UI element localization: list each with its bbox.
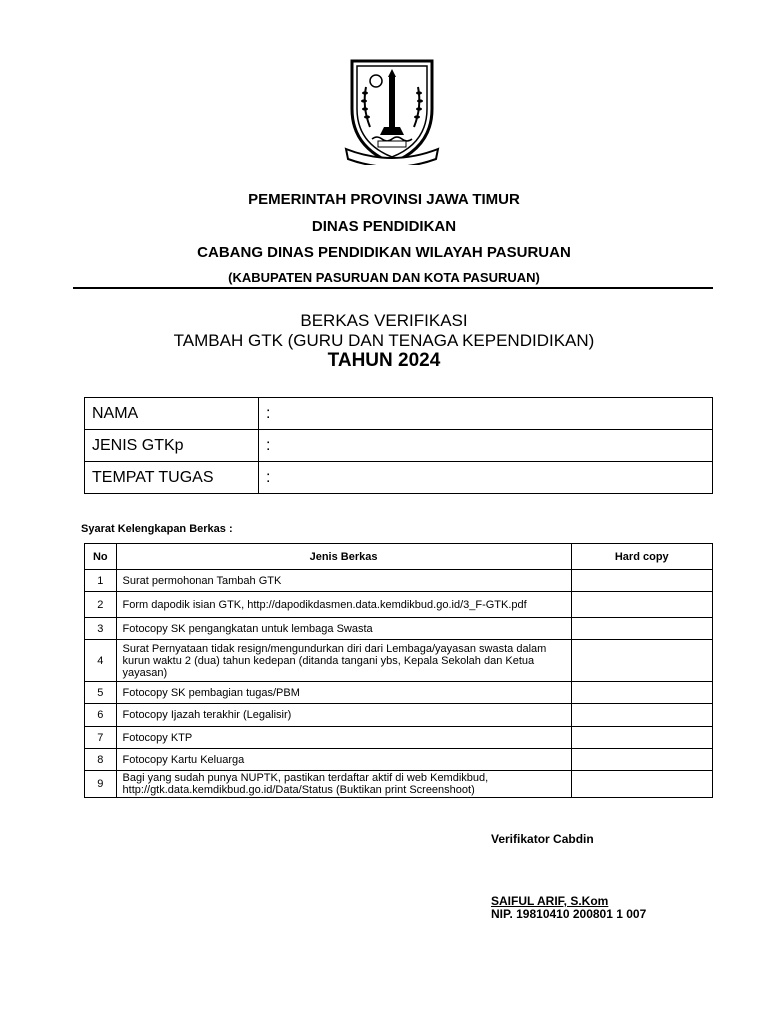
- hardcopy-check-cell[interactable]: [571, 618, 712, 640]
- table-row: [85, 771, 713, 798]
- requirements-heading: Syarat Kelengkapan Berkas :: [81, 523, 233, 535]
- row-document: Bagi yang sudah punya NUPTK, pastikan terdaftar aktif di web Kemdikbud, http://gtk.data.kemdikbud.go.id/Data/Status (Buktikan print Screenshoot): [116, 771, 571, 798]
- identity-value-field[interactable]: :: [259, 398, 713, 430]
- hardcopy-check-cell[interactable]: [571, 704, 712, 727]
- doc-title: BERKAS VERIFIKASI: [300, 311, 468, 330]
- table-row: [85, 570, 713, 592]
- signature-nip: NIP. 19810410 200801 1 007: [491, 907, 647, 921]
- row-number: 8: [85, 749, 117, 771]
- signature-name: SAIFUL ARIF, S.Kom: [491, 894, 609, 908]
- table-row: [85, 592, 713, 618]
- identity-label: JENIS GTKp: [85, 430, 259, 462]
- identity-row-workplace: [85, 462, 713, 494]
- row-number: 6: [85, 704, 117, 727]
- row-document: Fotocopy SK pembagian tugas/PBM: [116, 682, 571, 704]
- signature-role: Verifikator Cabdin: [491, 832, 594, 846]
- identity-row-type: [85, 430, 713, 462]
- doc-subtitle: TAMBAH GTK (GURU DAN TENAGA KEPENDIDIKAN): [173, 331, 595, 350]
- identity-value-field[interactable]: :: [259, 430, 713, 462]
- header-branch: CABANG DINAS PENDIDIKAN WILAYAH PASURUAN: [197, 244, 571, 261]
- hardcopy-check-cell[interactable]: [571, 682, 712, 704]
- requirements-table: [84, 543, 713, 798]
- table-row: [85, 749, 713, 771]
- hardcopy-check-cell[interactable]: [571, 640, 712, 682]
- provincial-emblem-logo: [344, 57, 440, 165]
- table-row: [85, 682, 713, 704]
- hardcopy-check-cell[interactable]: [571, 771, 712, 798]
- table-header-row: [85, 544, 713, 570]
- hardcopy-check-cell[interactable]: [571, 749, 712, 771]
- row-number: 4: [85, 640, 117, 682]
- row-number: 3: [85, 618, 117, 640]
- header-region: (KABUPATEN PASURUAN DAN KOTA PASURUAN): [228, 270, 540, 285]
- row-number: 2: [85, 592, 117, 618]
- row-number: 1: [85, 570, 117, 592]
- column-header-document: Jenis Berkas: [116, 544, 571, 570]
- row-document: Form dapodik isian GTK, http://dapodikdasmen.data.kemdikbud.go.id/3_F-GTK.pdf: [116, 592, 571, 618]
- hardcopy-check-cell[interactable]: [571, 570, 712, 592]
- identity-table: [84, 397, 713, 494]
- row-document: Surat permohonan Tambah GTK: [116, 570, 571, 592]
- row-document: Surat Pernyataan tidak resign/mengundurkan diri dari Lembaga/yayasan swasta dalam kurun waktu 2 (dua) tahun kedepan (ditanda tangani ybs, Kepala Sekolah dan Ketua yayasan): [116, 640, 571, 682]
- table-row: [85, 618, 713, 640]
- row-number: 7: [85, 727, 117, 749]
- identity-label: NAMA: [85, 398, 259, 430]
- hardcopy-check-cell[interactable]: [571, 727, 712, 749]
- identity-label: TEMPAT TUGAS: [85, 462, 259, 494]
- row-document: Fotocopy Ijazah terakhir (Legalisir): [116, 704, 571, 727]
- hardcopy-check-cell[interactable]: [571, 592, 712, 618]
- table-row: [85, 704, 713, 727]
- row-number: 5: [85, 682, 117, 704]
- column-header-hardcopy: Hard copy: [571, 544, 712, 570]
- table-row: [85, 727, 713, 749]
- identity-value-field[interactable]: :: [259, 462, 713, 494]
- table-row: [85, 640, 713, 682]
- header-divider: [73, 287, 713, 289]
- column-header-no: No: [85, 544, 117, 570]
- doc-year: TAHUN 2024: [327, 350, 441, 371]
- row-document: Fotocopy KTP: [116, 727, 571, 749]
- header-government: PEMERINTAH PROVINSI JAWA TIMUR: [248, 191, 520, 208]
- row-number: 9: [85, 771, 117, 798]
- row-document: Fotocopy SK pengangkatan untuk lembaga Swasta: [116, 618, 571, 640]
- header-department: DINAS PENDIDIKAN: [311, 218, 457, 235]
- identity-row-name: [85, 398, 713, 430]
- row-document: Fotocopy Kartu Keluarga: [116, 749, 571, 771]
